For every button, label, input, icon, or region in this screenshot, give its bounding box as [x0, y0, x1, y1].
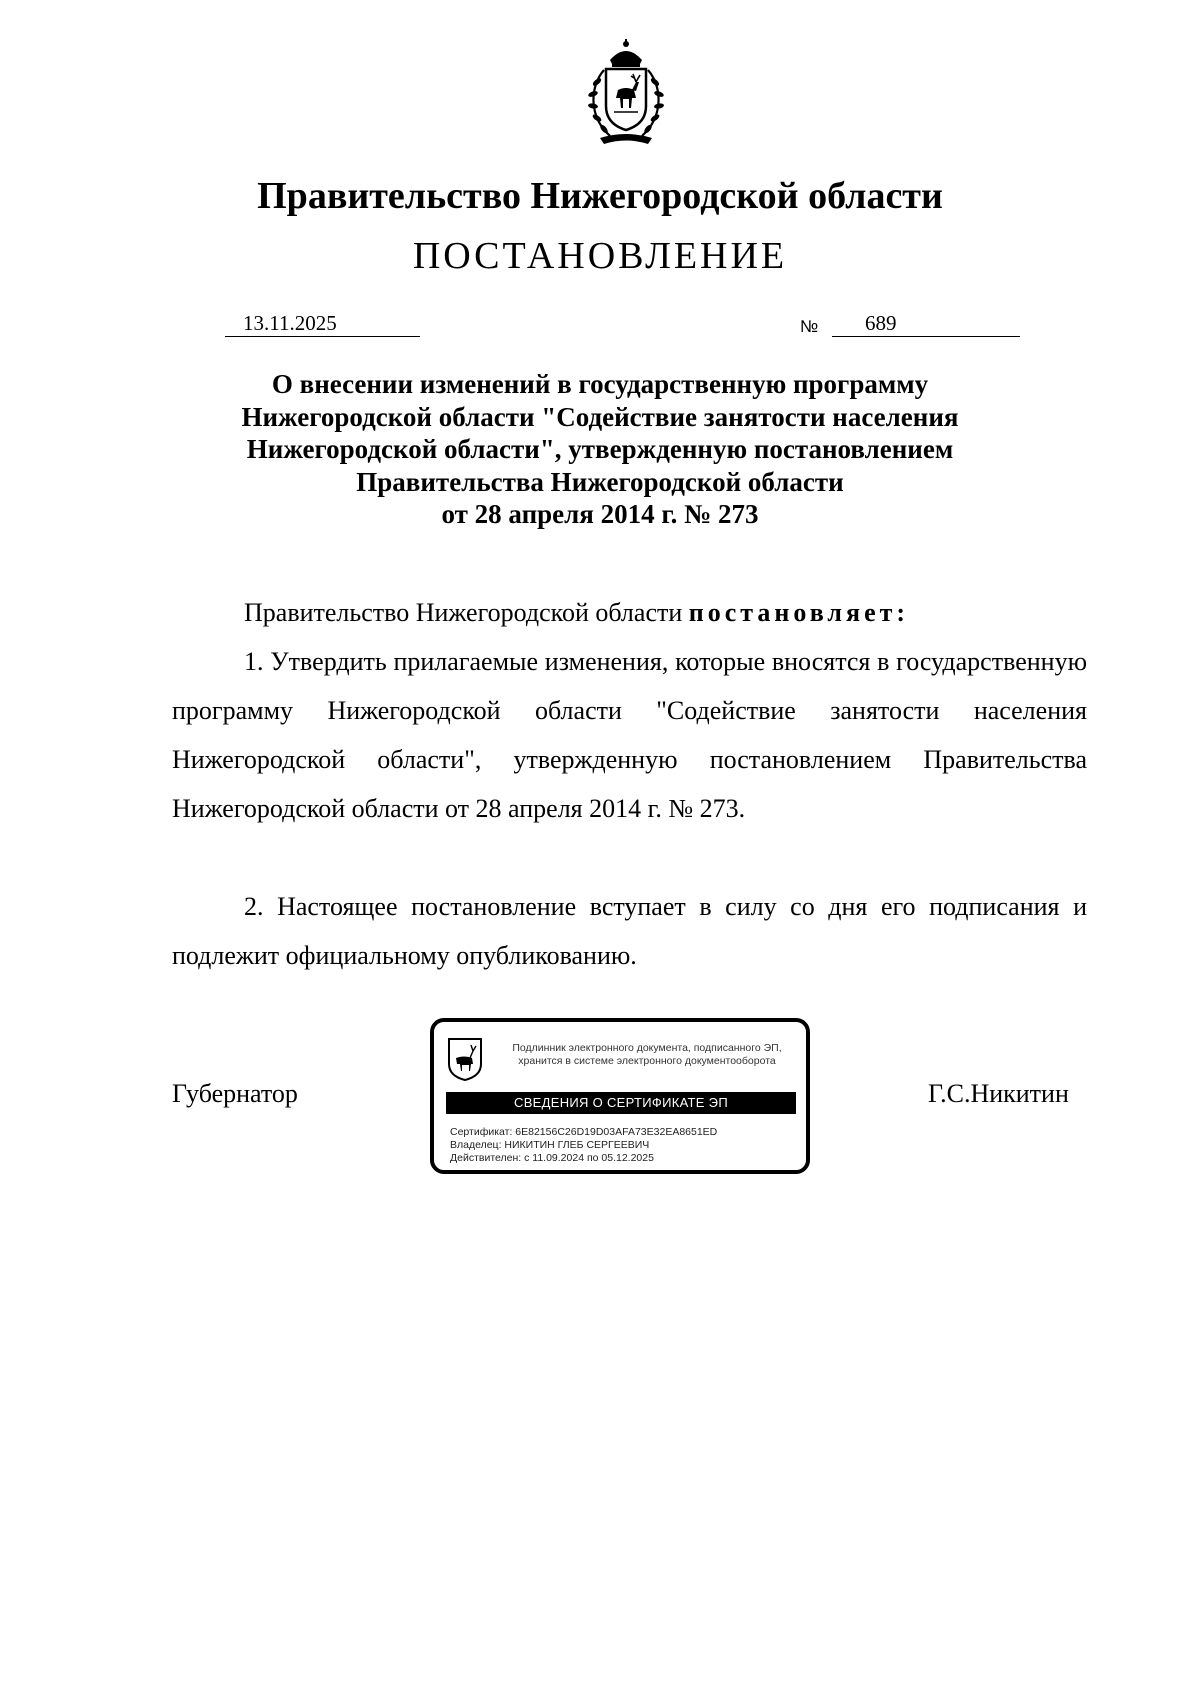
document-heading — [200, 368, 1000, 531]
signer-name: Г.С.Никитин — [928, 1079, 1069, 1108]
registration-number-field — [832, 310, 1020, 337]
deer-shield-icon — [446, 1036, 484, 1082]
paragraph-1: 1. Утвердить прилагаемые изменения, которые вносятся в государственную программу Нижегородской области "Содействие занятости населения Нижегородской области", утвержденную постановлением Правительства Нижегородской области от 28 апреля 2014 г. № 273. — [172, 647, 1087, 823]
heading-line: Нижегородской области", утвержденную постановлением — [246, 434, 954, 464]
certificate-owner: Владелец: НИКИТИН ГЛЕБ СЕРГЕЕВИЧ — [450, 1139, 650, 1151]
certificate-id: Сертификат: 6E82156C26D19D03AFA73E32EA8651ED — [450, 1126, 718, 1138]
stamp-note — [492, 1042, 802, 1068]
registration-number: 689 — [865, 311, 897, 335]
number-label: № — [800, 317, 819, 336]
stamp-note-line: хранится в системе электронного документооборота — [518, 1055, 776, 1067]
certificate-validity: Действителен: с 11.09.2024 по 05.12.2025 — [450, 1152, 654, 1164]
registration-date-field — [225, 310, 420, 337]
preamble — [172, 588, 1087, 637]
document-type: ПОСТАНОВЛЕНИЕ — [412, 235, 788, 277]
heading-line: Нижегородской области "Содействие занятости населения — [241, 401, 959, 432]
certificate-info — [450, 1126, 717, 1165]
heading-line: О внесении изменений в государственную программу — [271, 369, 929, 399]
registration-date: 13.11.2025 — [243, 311, 337, 335]
paragraph-2: 2. Настоящее постановление вступает в силу со дня его подписания и подлежит официальному опубликованию. — [172, 892, 1087, 970]
stamp-note-line: Подлинник электронного документа, подписанного ЭП, — [512, 1042, 782, 1054]
coat-of-arms-icon — [570, 38, 682, 150]
heading-line: Правительства Нижегородской области — [356, 466, 844, 497]
heading-line: от 28 апреля 2014 г. № 273 — [441, 499, 759, 529]
crown-icon — [610, 39, 642, 67]
preamble-verb: постановляет: — [688, 598, 910, 627]
organization-title: Правительство Нижегородской области — [257, 175, 943, 217]
preamble-text: Правительство Нижегородской области — [244, 598, 689, 627]
certificate-band: СВЕДЕНИЯ О СЕРТИФИКАТЕ ЭП — [446, 1092, 796, 1114]
e-signature-stamp — [430, 1018, 810, 1174]
signer-title: Губернатор — [172, 1079, 298, 1108]
